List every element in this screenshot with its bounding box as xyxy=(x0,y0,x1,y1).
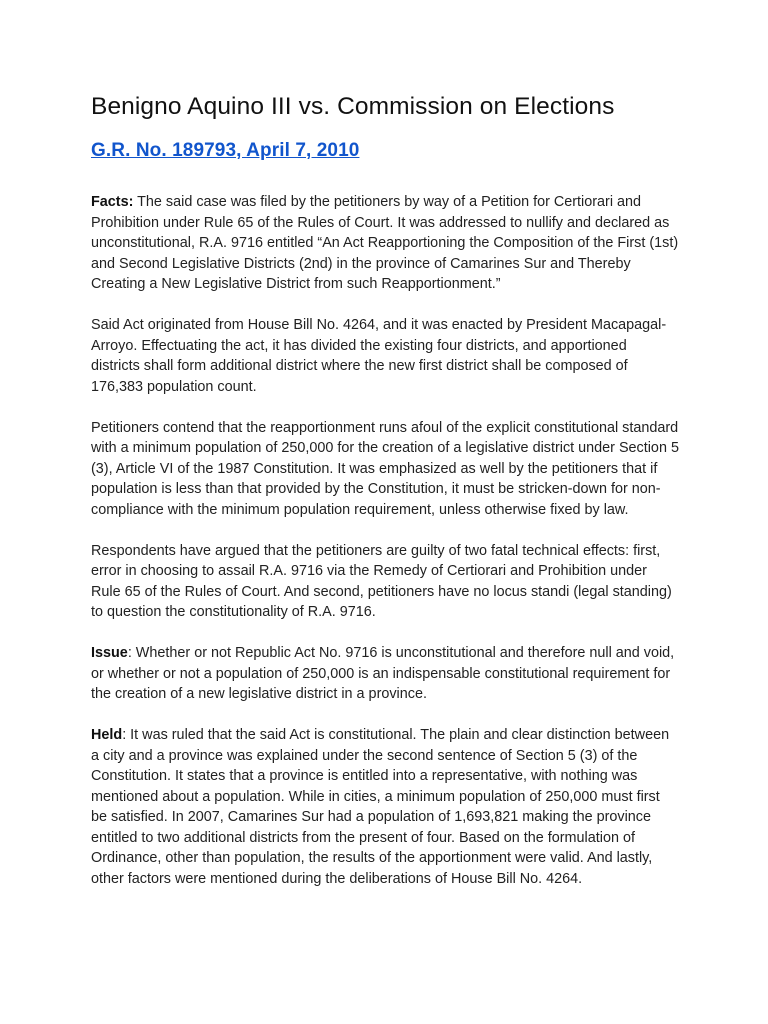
held-label: Held xyxy=(91,727,123,743)
origin-paragraph: Said Act originated from House Bill No. 4264, and it was enacted by President Macapagal-Arroyo. Effectuating the act, it has divided the existing four districts, and apportioned districts shall form additional district where the new first district shall be composed of 176,383 population count. xyxy=(91,317,667,395)
facts-text: The said case was filed by the petitioners by way of a Petition for Certiorari and Prohibition under Rule 65 of the Rules of Court. It was addressed to nullify and declared as unconstitutional, R.A. 9716 entitled “An Act Reapportioning the Composition of the First (1st) and Second Legislative Districts (2nd) in the province of Camarines Sur and Thereby Creating a New Legislative District from such Reapportionment.” xyxy=(91,194,679,292)
held-text: : It was ruled that the said Act is constitutional. The plain and clear distinction between a city and a province was explained under the second sentence of Section 5 (3) of the Constitution. It states that a province is entitled into a representative, with nothing was mentioned about a population. While in cities, a minimum population of 250,000 must first be satisfied. In 2007, Camarines Sur had a population of 1,693,821 making the province entitled to two additional districts from the present of four. Based on the formulation of Ordinance, other than population, the results of the apportionment were valid. And lastly, other factors were mentioned during the deliberations of House Bill No. 4264. xyxy=(91,727,670,887)
petitioners-paragraph: Petitioners contend that the reapportionment runs afoul of the explicit constitutional standard with a minimum population of 250,000 for the creation of a legislative district under Section 5 (3), Article VI of the 1987 Constitution. It was emphasized as well by the petitioners that if population is less than that provided by the Constitution, it must be stricken-down for non-compliance with the minimum population requirement, unless otherwise fixed by law. xyxy=(91,419,679,518)
respondents-paragraph: Respondents have argued that the petitioners are guilty of two fatal technical effects: first, error in choosing to assail R.A. 9716 via the Remedy of Certiorari and Prohibition under Rule 65 of the Rules of Court. And second, petitioners have no locus standi (legal standing) to question the constitutionality of R.A. 9716. xyxy=(91,542,672,620)
issue-paragraph xyxy=(91,643,679,705)
document-body xyxy=(91,192,679,889)
facts-label: Facts: xyxy=(91,194,134,210)
case-reference-link[interactable]: G.R. No. 189793, April 7, 2010 xyxy=(91,140,360,161)
page-title: Benigno Aquino III vs. Commission on Elections xyxy=(91,93,615,120)
facts-paragraph xyxy=(91,192,679,295)
issue-label: Issue xyxy=(91,645,128,661)
issue-text: : Whether or not Republic Act No. 9716 is unconstitutional and therefore null and void, or whether or not a population of 250,000 is an indispensable constitutional requirement for the creation of a new legislative district in a province. xyxy=(91,645,675,702)
held-paragraph xyxy=(91,725,679,889)
